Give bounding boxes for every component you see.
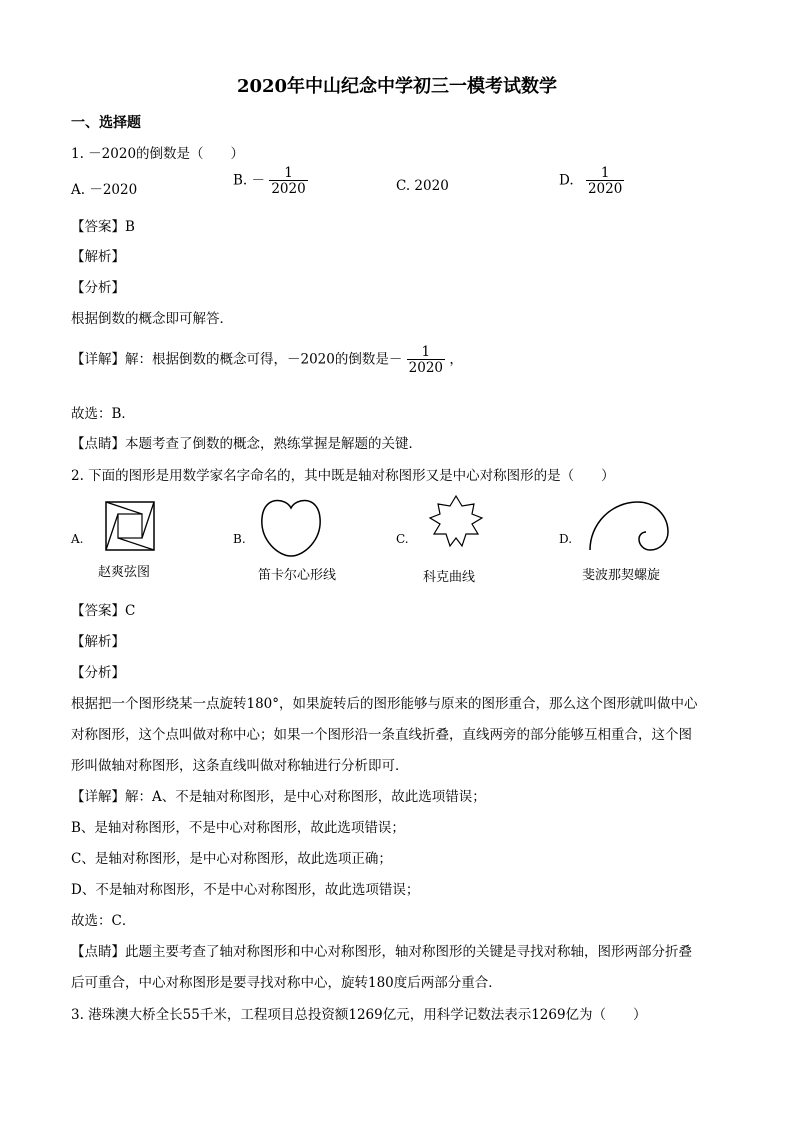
q1-option-c: C. 2020 [396,178,449,194]
q1-option-d-numerator: 1 [600,165,610,181]
q2-comment-line-2: 后可重合，中心对称图形是要寻找对称中心，旋转180度后两部分重合． [71,975,502,991]
q1-option-b-fraction [269,166,307,196]
q1-analysis-label: 【解析】 [71,249,125,265]
q1-detail [71,345,463,375]
q2-figure-d-caption: 斐波那契螺旋 [582,568,661,583]
q1-detail-suffix: ， [449,351,463,368]
q1-option-b-numerator: 1 [284,165,293,181]
q1-option-d [559,166,624,196]
q1-option-a: A. －2020 [71,182,138,198]
q2-comment-line-1: 【点睛】此题主要考查了轴对称图形和中心对称图形，轴对称图形的关键是寻找对称轴，图形两部分折叠 [71,944,692,960]
q2-figure-b-letter: B. [233,532,246,546]
q1-option-b-prefix: B. － [233,172,266,189]
q1-detail-denominator: 2020 [408,360,444,377]
q1-option-b-denominator: 2020 [271,181,306,198]
section-heading: 一、选择题 [71,115,141,131]
q2-analysis-label: 【解析】 [71,634,125,650]
q1-detail-fraction [407,345,445,375]
q2-figure-a-caption: 赵爽弦图 [98,565,151,580]
page-title: 2020年中山纪念中学初三一模考试数学 [236,76,558,97]
q1-fenxi-label: 【分析】 [71,280,125,296]
q1-comment: 【点睛】本题考查了倒数的概念，熟练掌握是解题的关键． [71,436,422,452]
q2-choose: 故选：C． [71,913,136,929]
q2-detail-d: D、不是轴对称图形，不是中心对称图形，故此选项错误； [71,882,420,898]
q2-stem: 2. 下面的图形是用数学家名字命名的，其中既是轴对称图形又是中心对称图形的是（ ） [71,468,615,484]
q1-stem: 1. －2020的倒数是（ ） [71,146,245,162]
koch-snowflake [422,494,490,558]
q2-fenxi-line-3: 形叫做轴对称图形，这条直线叫做对称轴进行分析即可． [71,758,409,774]
q2-figure-a-letter: A. [71,532,84,546]
zhao-shuang-chord-diagram [104,500,156,552]
q1-detail-prefix: 【详解】解：根据倒数的概念可得，－2020的倒数是－ [71,351,403,368]
fibonacci-spiral [584,494,676,556]
q2-figure-c-caption: 科克曲线 [423,570,476,585]
q1-option-d-fraction [586,166,624,196]
q2-detail-b: B、是轴对称图形，不是中心对称图形，故此选项错误； [71,820,405,836]
cardioid-curve [258,496,324,558]
q1-choose: 故选：B． [71,406,135,422]
q1-fenxi-text: 根据倒数的概念即可解答． [71,311,233,327]
q2-answer: 【答案】C [71,603,136,619]
q1-option-d-prefix: D. [559,172,574,189]
q1-detail-numerator: 1 [421,344,431,360]
q2-fenxi-line-1: 根据把一个图形绕某一点旋转180°，如果旋转后的图形能够与原来的图形重合，那么这个图形就叫做中心 [71,696,698,712]
q2-figure-d-letter: D. [559,532,573,546]
q2-detail-a: 【详解】解：A、不是轴对称图形，是中心对称图形，故此选项错误； [71,789,486,805]
q2-fenxi-line-2: 对称图形，这个点叫做对称中心；如果一个图形沿一条直线折叠，直线两旁的部分能够互相重合，这个图 [71,727,692,743]
q2-fenxi-label: 【分析】 [71,665,125,681]
q1-answer: 【答案】B [71,219,135,235]
q1-option-b [233,166,308,196]
q2-figure-c-letter: C. [396,532,409,546]
q2-detail-c: C、是轴对称图形，是中心对称图形，故此选项正确； [71,851,392,867]
q3-stem: 3. 港珠澳大桥全长55千米，工程项目总投资额1269亿元，用科学记数法表示1269亿为（ ） [71,1007,647,1023]
q1-option-d-denominator: 2020 [587,181,623,198]
q2-figure-b-caption: 笛卡尔心形线 [258,568,337,583]
